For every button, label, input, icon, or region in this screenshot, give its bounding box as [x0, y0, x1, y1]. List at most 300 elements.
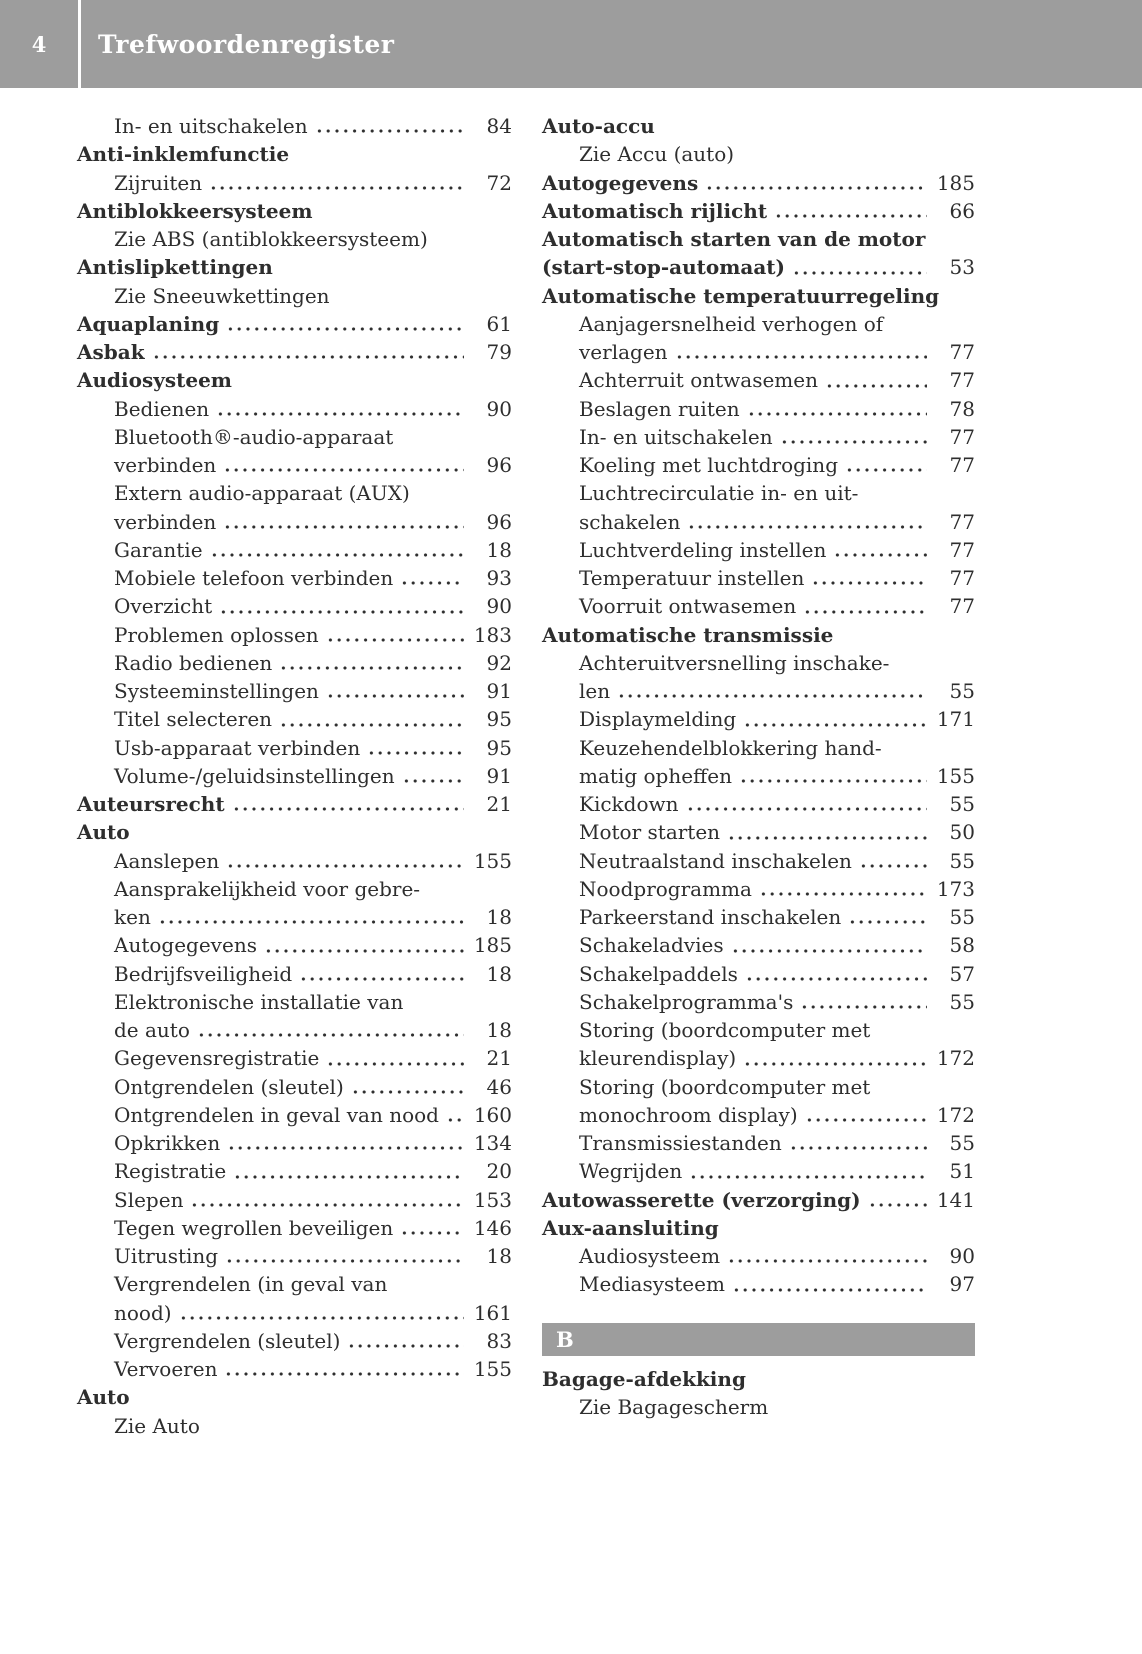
- entry-label: Titel selecteren: [114, 707, 273, 732]
- entry-label: Audiosysteem: [77, 368, 232, 393]
- index-entry: [542, 282, 975, 310]
- entry-label: Asbak: [77, 340, 145, 364]
- leader-dots: [739, 779, 927, 783]
- entry-page-number: 53: [949, 255, 975, 280]
- entry-label: verbinden: [114, 453, 217, 477]
- entry-label: Audiosysteem: [579, 1244, 721, 1268]
- index-subentry: [542, 847, 975, 875]
- index-entry: [77, 253, 512, 281]
- entry-page-number: 18: [486, 905, 512, 929]
- leader-dots: [216, 412, 464, 416]
- leader-dots: [789, 1146, 927, 1150]
- index-subentry: [542, 1129, 975, 1157]
- index-subentry: [77, 1186, 512, 1214]
- entry-label: Schakeladvies: [579, 933, 724, 958]
- entry-label: Volume-/geluidsinstellingen: [114, 763, 395, 788]
- index-subentry: [542, 508, 975, 536]
- index-subentry: [542, 734, 975, 762]
- index-column-right: [542, 112, 975, 1440]
- entry-label: Automatische transmissie: [542, 622, 834, 647]
- entry-label: Schakelprogramma's: [579, 989, 794, 1014]
- entry-label: Elektronische installatie van: [114, 989, 404, 1014]
- entry-label: Koeling met luchtdroging: [579, 453, 838, 477]
- index-subentry: [542, 395, 975, 423]
- entry-label: Luchtrecirculatie in- en uit-: [579, 481, 859, 506]
- index-subentry: [542, 1101, 975, 1129]
- entry-page-number: 46: [486, 1074, 512, 1099]
- leader-dots: [792, 271, 927, 275]
- index-subentry: [77, 1270, 512, 1298]
- entry-label: Aansprakelijkheid voor gebre-: [114, 876, 421, 901]
- index-subentry: [542, 1270, 975, 1298]
- entry-page-number: 18: [486, 961, 512, 986]
- entry-label: Tegen wegrollen beveiligen: [114, 1215, 394, 1240]
- index-subentry: [542, 903, 975, 931]
- index-subentry: [77, 479, 512, 507]
- leader-dots: [326, 694, 464, 698]
- leader-dots: [233, 1175, 464, 1179]
- leader-dots: [774, 214, 927, 218]
- index-subentry: [77, 1044, 512, 1072]
- leader-dots: [299, 977, 464, 981]
- entry-page-number: 55: [949, 989, 975, 1014]
- entry-label: Displaymelding: [579, 707, 737, 732]
- leader-dots: [197, 1033, 464, 1037]
- index-entry: [542, 197, 975, 225]
- leader-dots: [224, 1372, 464, 1376]
- leader-dots: [226, 327, 464, 331]
- leader-dots: [747, 412, 927, 416]
- entry-label: Autogegevens: [114, 933, 257, 958]
- entry-page-number: 77: [949, 594, 975, 619]
- entry-label: Zie Sneeuwkettingen: [114, 283, 330, 308]
- index-subentry: [77, 225, 512, 253]
- entry-label: Keuzehendelblokkering hand-: [579, 735, 882, 760]
- page-title: Trefwoordenregister: [98, 29, 395, 59]
- entry-label: Bedrijfsveiligheid: [114, 961, 293, 986]
- entry-page-number: 18: [486, 1244, 512, 1268]
- entry-page-number: 173: [936, 876, 975, 901]
- leader-dots: [743, 1062, 927, 1066]
- entry-label: Achterruit ontwasemen: [579, 368, 818, 393]
- index-subentry: [77, 875, 512, 903]
- leader-dots: [617, 694, 927, 698]
- entry-label: Zie Auto: [114, 1413, 200, 1438]
- entry-label: Opkrikken: [114, 1131, 221, 1155]
- leader-dots: [223, 468, 464, 472]
- index-entry: [77, 818, 512, 846]
- entry-label: Overzicht: [114, 594, 213, 619]
- index-entry: [542, 225, 975, 253]
- index-subentry: [542, 960, 975, 988]
- index-subentry: [77, 1073, 512, 1101]
- leader-dots: [811, 581, 927, 585]
- leader-dots: [223, 525, 464, 529]
- entry-label: Bagage-afdekking: [542, 1366, 746, 1391]
- entry-label: Auto: [77, 1385, 130, 1410]
- index-subentry: [542, 875, 975, 903]
- index-section-header: [542, 1323, 975, 1356]
- leader-dots: [179, 1316, 464, 1320]
- index-subentry: [542, 451, 975, 479]
- index-entry: [77, 140, 512, 168]
- index-subentry: [542, 705, 975, 733]
- entry-label: Antislipkettingen: [77, 255, 273, 280]
- entry-page-number: 91: [486, 763, 512, 788]
- entry-label: verlagen: [579, 340, 668, 364]
- entry-label: Mediasysteem: [579, 1272, 725, 1297]
- index-subentry: [542, 310, 975, 338]
- entry-label: Antiblokkeersysteem: [77, 198, 313, 223]
- entry-label: Zijruiten: [114, 170, 203, 195]
- index-subentry: [77, 903, 512, 931]
- leader-dots: [687, 525, 927, 529]
- entry-page-number: 18: [486, 537, 512, 562]
- entry-label: Storing (boordcomputer met: [579, 1074, 871, 1099]
- index-subentry: [542, 762, 975, 790]
- index-subentry: [77, 536, 512, 564]
- entry-page-number: 93: [486, 566, 512, 590]
- entry-page-number: 97: [949, 1272, 975, 1297]
- index-subentry: [77, 1299, 512, 1327]
- entry-label: verbinden: [114, 509, 217, 534]
- entry-page-number: 90: [949, 1244, 975, 1268]
- entry-label: Autowasserette (verzorging): [542, 1187, 861, 1212]
- leader-dots: [351, 1090, 464, 1094]
- entry-label: (start-stop-automaat): [542, 255, 785, 280]
- entry-label: Aux-aansluiting: [542, 1215, 719, 1240]
- entry-label: Aanslepen: [114, 848, 220, 873]
- entry-page-number: 95: [486, 735, 512, 760]
- entry-page-number: 77: [949, 340, 975, 364]
- entry-page-number: 77: [949, 424, 975, 449]
- index-subentry: [77, 931, 512, 959]
- entry-label: Ontgrendelen (sleutel): [114, 1074, 344, 1099]
- entry-page-number: 155: [473, 848, 512, 873]
- index-subentry: [77, 423, 512, 451]
- entry-label: de auto: [114, 1018, 190, 1042]
- index-subentry: [542, 1242, 975, 1270]
- index-subentry: [542, 366, 975, 394]
- index-subentry: [542, 479, 975, 507]
- entry-label: Noodprogramma: [579, 876, 752, 901]
- entry-page-number: 77: [949, 566, 975, 590]
- index-column-left: [77, 112, 512, 1440]
- leader-dots: [400, 581, 464, 585]
- header-page-number: 4: [31, 31, 47, 57]
- entry-label: monochroom display): [579, 1102, 798, 1127]
- index-subentry: [77, 169, 512, 197]
- entry-label: Usb-apparaat verbinden: [114, 735, 361, 760]
- entry-page-number: 18: [486, 1018, 512, 1042]
- entry-label: Uitrusting: [114, 1244, 219, 1268]
- leader-dots: [402, 779, 464, 783]
- entry-page-number: 155: [473, 1357, 512, 1381]
- index-subentry: [542, 423, 975, 451]
- entry-label: Auto-accu: [542, 114, 655, 138]
- entry-label: Wegrijden: [579, 1159, 683, 1184]
- leader-dots: [232, 807, 464, 811]
- entry-page-number: 172: [936, 1046, 975, 1071]
- entry-page-number: 77: [949, 509, 975, 534]
- leader-dots: [727, 1259, 927, 1263]
- index-subentry: [77, 762, 512, 790]
- entry-label: Vergrendelen (sleutel): [114, 1328, 341, 1353]
- index-subentry: [77, 1412, 512, 1440]
- leader-dots: [446, 1118, 464, 1122]
- section-letter: B: [556, 1326, 574, 1352]
- leader-dots: [209, 186, 464, 190]
- entry-label: Temperatuur instellen: [579, 566, 805, 590]
- leader-dots: [689, 1175, 927, 1179]
- page-header: [0, 0, 1142, 88]
- leader-dots: [800, 1005, 927, 1009]
- entry-page-number: 61: [486, 311, 512, 336]
- index-subentry: [77, 960, 512, 988]
- leader-dots: [326, 638, 464, 642]
- leader-dots: [227, 1146, 464, 1150]
- index-entry: [77, 790, 512, 818]
- entry-page-number: 155: [936, 763, 975, 788]
- index-entry: [77, 1383, 512, 1411]
- leader-dots: [190, 1203, 464, 1207]
- entry-page-number: 90: [486, 594, 512, 619]
- index-entry: [77, 338, 512, 366]
- entry-label: Auto: [77, 820, 130, 845]
- index-subentry: [77, 451, 512, 479]
- leader-dots: [675, 355, 927, 359]
- entry-label: nood): [114, 1300, 172, 1325]
- leader-dots: [279, 666, 464, 670]
- leader-dots: [347, 1344, 464, 1348]
- leader-dots: [833, 553, 927, 557]
- index-subentry: [542, 1393, 975, 1421]
- entry-label: Motor starten: [579, 820, 721, 845]
- leader-dots: [226, 864, 464, 868]
- index-subentry: [77, 1214, 512, 1242]
- entry-page-number: 96: [486, 453, 512, 477]
- index-subentry: [77, 847, 512, 875]
- entry-label: Vervoeren: [114, 1357, 218, 1381]
- entry-page-number: 160: [473, 1102, 512, 1127]
- index-subentry: [542, 1157, 975, 1185]
- entry-page-number: 79: [486, 340, 512, 364]
- index-entry: [542, 1186, 975, 1214]
- index-entry: [542, 169, 975, 197]
- entry-label: Systeeminstellingen: [114, 679, 319, 703]
- entry-page-number: 171: [936, 707, 975, 732]
- index-subentry: [77, 564, 512, 592]
- index-subentry: [542, 536, 975, 564]
- entry-page-number: 55: [949, 792, 975, 816]
- entry-label: Achteruitversnelling inschake-: [579, 650, 890, 675]
- entry-label: Autogegevens: [542, 170, 699, 195]
- index-entry: [542, 621, 975, 649]
- leader-dots: [825, 384, 927, 388]
- index-subentry: [542, 931, 975, 959]
- index-subentry: [542, 790, 975, 818]
- index-subentry: [542, 1073, 975, 1101]
- index-subentry: [542, 592, 975, 620]
- leader-dots: [732, 1288, 927, 1292]
- entry-page-number: 51: [949, 1159, 975, 1184]
- leader-dots: [326, 1062, 464, 1066]
- entry-page-number: 72: [486, 170, 512, 195]
- index-entry: [77, 310, 512, 338]
- leader-dots: [315, 129, 464, 133]
- entry-label: Zie Accu (auto): [579, 142, 735, 167]
- entry-page-number: 50: [949, 820, 975, 845]
- entry-label: Automatisch starten van de motor: [542, 227, 926, 251]
- entry-label: Aquaplaning: [77, 311, 220, 336]
- entry-page-number: 146: [473, 1215, 512, 1240]
- index-subentry: [542, 988, 975, 1016]
- index-subentry: [77, 282, 512, 310]
- entry-label: kleurendisplay): [579, 1046, 737, 1071]
- index-subentry: [542, 1044, 975, 1072]
- index-entry: [542, 1365, 975, 1393]
- index-subentry: [77, 705, 512, 733]
- entry-page-number: 55: [949, 1131, 975, 1155]
- leader-dots: [264, 949, 464, 953]
- leader-dots: [780, 440, 927, 444]
- entry-page-number: 57: [949, 961, 975, 986]
- leader-dots: [210, 553, 464, 557]
- leader-dots: [759, 892, 927, 896]
- index-entry: [542, 253, 975, 281]
- entry-label: Slepen: [114, 1187, 184, 1212]
- index-content: [0, 88, 1142, 1440]
- entry-label: Zie ABS (antiblokkeersysteem): [114, 227, 428, 251]
- entry-page-number: 96: [486, 509, 512, 534]
- leader-dots: [859, 864, 927, 868]
- entry-page-number: 66: [949, 198, 975, 223]
- index-subentry: [77, 1327, 512, 1355]
- leader-dots: [158, 920, 464, 924]
- entry-page-number: 58: [949, 933, 975, 958]
- entry-page-number: 78: [949, 396, 975, 421]
- entry-label: Parkeerstand inschakelen: [579, 905, 842, 929]
- index-subentry: [542, 140, 975, 168]
- index-subentry: [77, 1129, 512, 1157]
- index-subentry: [77, 1242, 512, 1270]
- entry-label: Ontgrendelen in geval van nood: [114, 1102, 439, 1127]
- entry-page-number: 141: [936, 1187, 975, 1212]
- index-subentry: [77, 1101, 512, 1129]
- entry-label: ken: [114, 905, 151, 929]
- entry-page-number: 20: [486, 1159, 512, 1184]
- entry-label: Garantie: [114, 537, 203, 562]
- leader-dots: [279, 723, 464, 727]
- entry-page-number: 55: [949, 905, 975, 929]
- leader-dots: [868, 1203, 927, 1207]
- entry-label: Kickdown: [579, 792, 679, 816]
- leader-dots: [705, 186, 927, 190]
- index-subentry: [542, 818, 975, 846]
- entry-page-number: 91: [486, 679, 512, 703]
- entry-page-number: 77: [949, 537, 975, 562]
- entry-label: Automatische temperatuurregeling: [542, 283, 940, 308]
- index-subentry: [77, 1016, 512, 1044]
- leader-dots: [745, 977, 927, 981]
- leader-dots: [805, 1118, 927, 1122]
- index-subentry: [77, 112, 512, 140]
- entry-label: Bluetooth®-audio-apparaat: [114, 424, 394, 449]
- entry-label: Voorruit ontwasemen: [579, 594, 797, 619]
- leader-dots: [727, 836, 927, 840]
- index-subentry: [77, 395, 512, 423]
- entry-label: Anti-inklemfunctie: [77, 142, 290, 167]
- entry-page-number: 21: [486, 1046, 512, 1071]
- entry-label: Luchtverdeling instellen: [579, 537, 827, 562]
- entry-label: Radio bedienen: [114, 650, 273, 675]
- entry-label: Neutraalstand inschakelen: [579, 848, 852, 873]
- leader-dots: [225, 1259, 464, 1263]
- index-subentry: [542, 564, 975, 592]
- index-entry: [542, 112, 975, 140]
- entry-page-number: 95: [486, 707, 512, 732]
- index-subentry: [77, 1355, 512, 1383]
- entry-label: In- en uitschakelen: [114, 114, 308, 138]
- entry-page-number: 77: [949, 453, 975, 477]
- entry-label: schakelen: [579, 509, 681, 534]
- leader-dots: [219, 610, 464, 614]
- index-subentry: [77, 677, 512, 705]
- entry-page-number: 83: [486, 1328, 512, 1353]
- index-subentry: [77, 621, 512, 649]
- index-subentry: [77, 1157, 512, 1185]
- entry-page-number: 134: [473, 1131, 512, 1155]
- leader-dots: [152, 355, 464, 359]
- leader-dots: [803, 610, 927, 614]
- entry-page-number: 55: [949, 848, 975, 873]
- entry-label: Auteursrecht: [77, 792, 225, 816]
- index-subentry: [77, 508, 512, 536]
- entry-page-number: 77: [949, 368, 975, 393]
- index-entry: [77, 366, 512, 394]
- entry-label: Beslagen ruiten: [579, 396, 740, 421]
- entry-label: Automatisch rijlicht: [542, 198, 768, 223]
- entry-label: Zie Bagagescherm: [579, 1394, 769, 1419]
- entry-page-number: 161: [473, 1300, 512, 1325]
- index-subentry: [542, 677, 975, 705]
- leader-dots: [686, 807, 927, 811]
- index-subentry: [77, 592, 512, 620]
- entry-label: Transmissiestanden: [579, 1131, 782, 1155]
- entry-page-number: 21: [486, 792, 512, 816]
- entry-page-number: 185: [473, 933, 512, 958]
- index-entry: [77, 197, 512, 225]
- entry-page-number: 84: [486, 114, 512, 138]
- index-subentry: [542, 1016, 975, 1044]
- entry-label: Aanjagersnelheid verhogen of: [579, 311, 884, 336]
- leader-dots: [743, 723, 927, 727]
- index-entry: [542, 1214, 975, 1242]
- index-subentry: [77, 734, 512, 762]
- leader-dots: [848, 920, 927, 924]
- entry-label: Vergrendelen (in geval van: [114, 1272, 388, 1297]
- entry-label: len: [579, 679, 611, 703]
- index-subentry: [542, 649, 975, 677]
- entry-label: Schakelpaddels: [579, 961, 738, 986]
- entry-page-number: 90: [486, 396, 512, 421]
- entry-page-number: 185: [936, 170, 975, 195]
- entry-label: Registratie: [114, 1159, 227, 1184]
- entry-page-number: 153: [473, 1187, 512, 1212]
- entry-label: Gegevensregistratie: [114, 1046, 320, 1071]
- leader-dots: [400, 1231, 464, 1235]
- entry-label: Mobiele telefoon verbinden: [114, 566, 394, 590]
